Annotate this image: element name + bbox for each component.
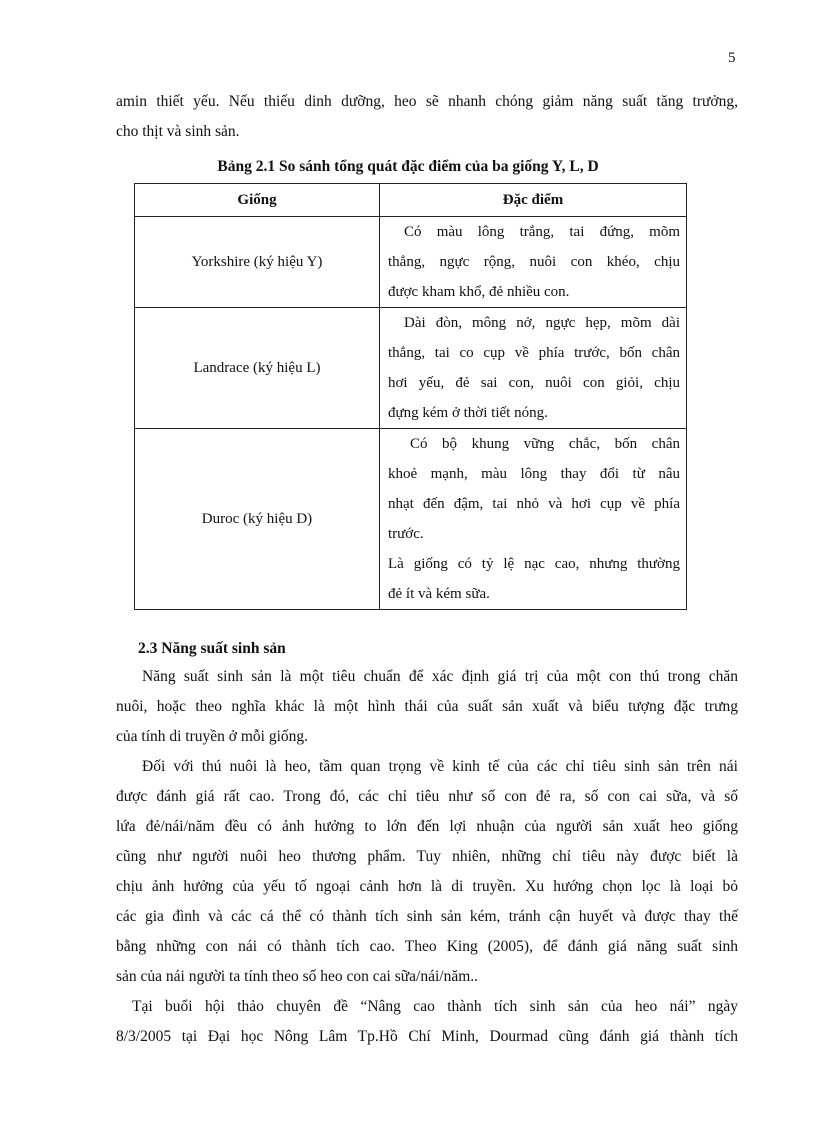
- characteristics-cell: [380, 308, 687, 429]
- cell-line: hơi yếu, đẻ sai con, nuôi con giỏi, chịu: [388, 375, 680, 391]
- cell-line: trước.: [388, 526, 424, 542]
- paragraph-line: Tại buổi hội thảo chuyên đề “Nâng cao thành tích sinh sản của heo nái” ngày: [132, 998, 738, 1015]
- paragraph-line: bằng những con nái có thành tích cao. Theo King (2005), để đánh giá năng suất sinh: [116, 938, 738, 955]
- cell-line: Dài đòn, mông nở, ngực hẹp, mõm dài: [404, 315, 680, 331]
- paragraph-line: 8/3/2005 tại Đại học Nông Lâm Tp.Hồ Chí Minh, Dourmad cũng đánh giá thành tích: [116, 1028, 738, 1045]
- breed-cell: Yorkshire (ký hiệu Y): [135, 217, 380, 308]
- paragraph-line: nuôi, hoặc theo nghĩa khác là một hình thái của suất sản xuất và biểu tượng đặc trưng: [116, 698, 738, 715]
- paragraph-line: Năng suất sinh sản là một tiêu chuẩn để xác định giá trị của một con thú trong chăn: [142, 668, 738, 685]
- paragraph-line: được đánh giá rất cao. Trong đó, các chỉ tiêu như số con đẻ ra, số con cai sữa, và số: [116, 788, 738, 805]
- characteristics-cell: [380, 429, 687, 610]
- cell-line: đựng kém ở thời tiết nóng.: [388, 405, 548, 421]
- cell-line: Là giống có tỷ lệ nạc cao, nhưng thường: [388, 556, 680, 572]
- table-row: [135, 429, 687, 610]
- cell-line: Có màu lông trắng, tai đứng, mõm: [404, 224, 680, 240]
- cell-line: thẳng, ngực rộng, nuôi con khéo, chịu: [388, 254, 680, 270]
- cell-line: Có bộ khung vững chắc, bốn chân: [410, 436, 680, 452]
- cell-line: nhạt đến đậm, tai nhỏ và hơi cụp về phía: [388, 496, 680, 512]
- page-number: 5: [728, 50, 736, 66]
- intro-line: cho thịt và sinh sản.: [116, 123, 240, 140]
- cell-line: đẻ ít và kém sữa.: [388, 586, 490, 602]
- cell-line: khoẻ mạnh, màu lông thay đổi từ nâu: [388, 466, 680, 482]
- paragraph-line: của tính di truyền ở mỗi giống.: [116, 728, 309, 745]
- cell-line: thẳng, tai co cụp về phía trước, bốn chân: [388, 345, 680, 361]
- table-header-row: [135, 184, 687, 217]
- characteristics-cell: [380, 217, 687, 308]
- paragraph-line: sản của nái người ta tính theo số heo con cai sữa/nái/năm..: [116, 968, 479, 985]
- section-heading: 2.3 Năng suất sinh sản: [138, 640, 286, 657]
- table-row: [135, 308, 687, 429]
- paragraph-line: Đối với thú nuôi là heo, tầm quan trọng về kinh tế của các chỉ tiêu sinh sản trên nái: [142, 758, 738, 775]
- breed-cell: Landrace (ký hiệu L): [135, 308, 380, 429]
- breed-comparison-table: [134, 183, 687, 610]
- cell-line: được kham khổ, đẻ nhiều con.: [388, 284, 570, 300]
- paragraph-line: các gia đình và các cá thể có thành tích sinh sản kém, tránh cận huyết và được thay thế: [116, 908, 738, 925]
- table-caption: Bảng 2.1 So sánh tổng quát đặc điểm của ba giống Y, L, D: [217, 158, 599, 175]
- table-row: [135, 217, 687, 308]
- header-characteristics: Đặc điểm: [380, 184, 687, 217]
- paragraph-line: chịu ảnh hưởng của yếu tố ngoại cảnh hơn là di truyền. Xu hướng chọn lọc là loại bỏ: [116, 878, 738, 895]
- paragraph-line: lứa đẻ/nái/năm đều có ảnh hưởng to lớn đến lợi nhuận của người sản xuất heo giống: [116, 818, 738, 835]
- intro-line: amin thiết yếu. Nếu thiếu dinh dưỡng, heo sẽ nhanh chóng giảm năng suất tăng trưởng,: [116, 93, 738, 110]
- header-breed: Giống: [135, 184, 380, 217]
- paragraph-line: cũng như người nuôi heo thương phẩm. Tuy nhiên, những chỉ tiêu này được biết là: [116, 848, 738, 865]
- breed-cell: Duroc (ký hiệu D): [135, 429, 380, 610]
